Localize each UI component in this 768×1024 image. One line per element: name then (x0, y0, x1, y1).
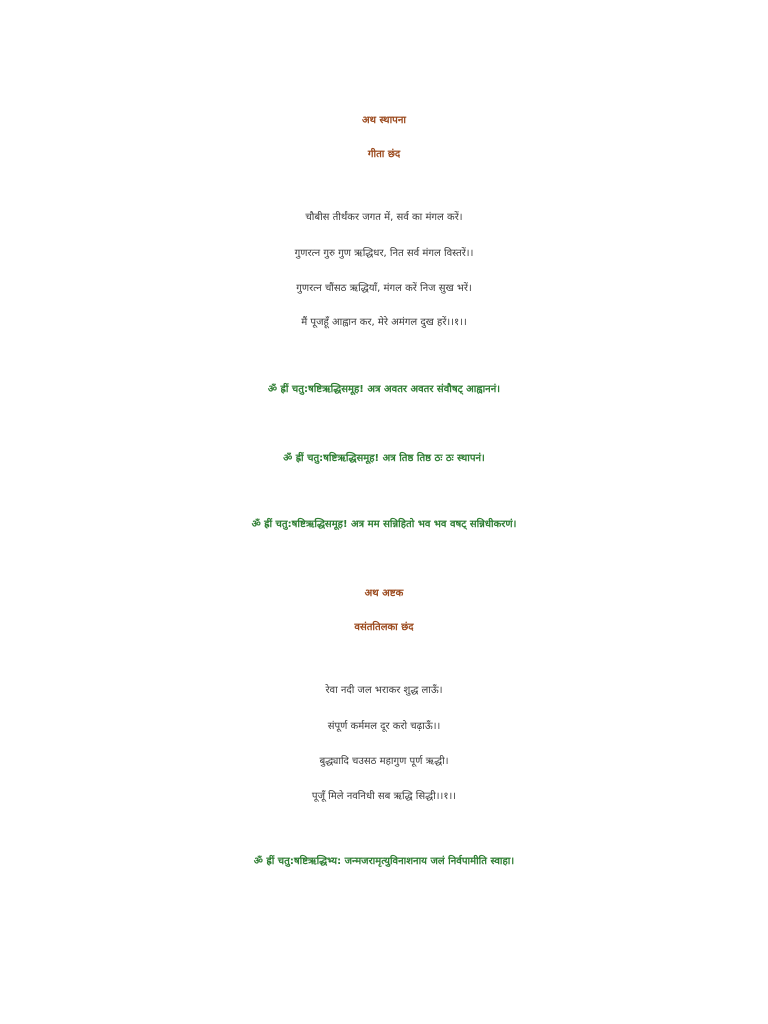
mantra-jal: ॐ ह्रीं चतु:षष्टिऋद्धिभ्य: जन्मजरामृत्युविनाशनाय जलं निर्वपामीति स्वाहा। (253, 856, 515, 867)
verse1-line-1: चौबीस तीर्थंकर जगत में, सर्व का मंगल करें। (305, 212, 463, 223)
ashtak-meter: वसंततिलका छंद (354, 622, 414, 633)
mantra-aahvaanan: ॐ ह्रीं चतु:षष्टिऋद्धिसमूह! अत्र अवतर अवतर संवौषट् आह्वाननं। (267, 384, 501, 395)
verse2-line-3: बुद्ध्यादि चउसठ महागुण पूर्ण ऋद्धी। (319, 756, 449, 767)
sthapana-title: अथ स्थापना (361, 115, 406, 126)
mantra-sannidhikaran: ॐ ह्रीं चतु:षष्टिऋद्धिसमूह! अत्र मम सन्निहितो भव भव वषट् सन्निधीकरणं। (251, 519, 517, 530)
verse1-line-4: मैं पूजहूँ आह्वान कर, मेरे अमंगल दुख हरें।।१।। (301, 317, 467, 328)
verse1-line-3: गुणरत्न चौंसठ ऋद्धियाँ, मंगल करें निज सुख भरें। (296, 283, 472, 294)
mantra-sthapan: ॐ ह्रीं चतु:षष्टिऋद्धिसमूह! अत्र तिष्ठ तिष्ठ ठः ठः स्थापनं। (283, 453, 485, 464)
verse2-line-1: रेवा नदी जल भराकर शुद्ध लाऊँ। (325, 685, 443, 696)
verse2-line-2: संपूर्ण कर्ममल दूर करो चढ़ाऊँ।। (327, 721, 441, 732)
sthapana-meter: गीता छंद (367, 149, 401, 160)
verse2-line-4: पूजूँ मिले नवनिधी सब ऋद्धि सिद्धी।।१।। (311, 791, 457, 802)
ashtak-title: अथ अष्टक (364, 588, 404, 599)
verse1-line-2: गुणरत्न गुरु गुण ऋद्धिधर, नित सर्व मंगल विस्तरें।। (294, 248, 474, 259)
